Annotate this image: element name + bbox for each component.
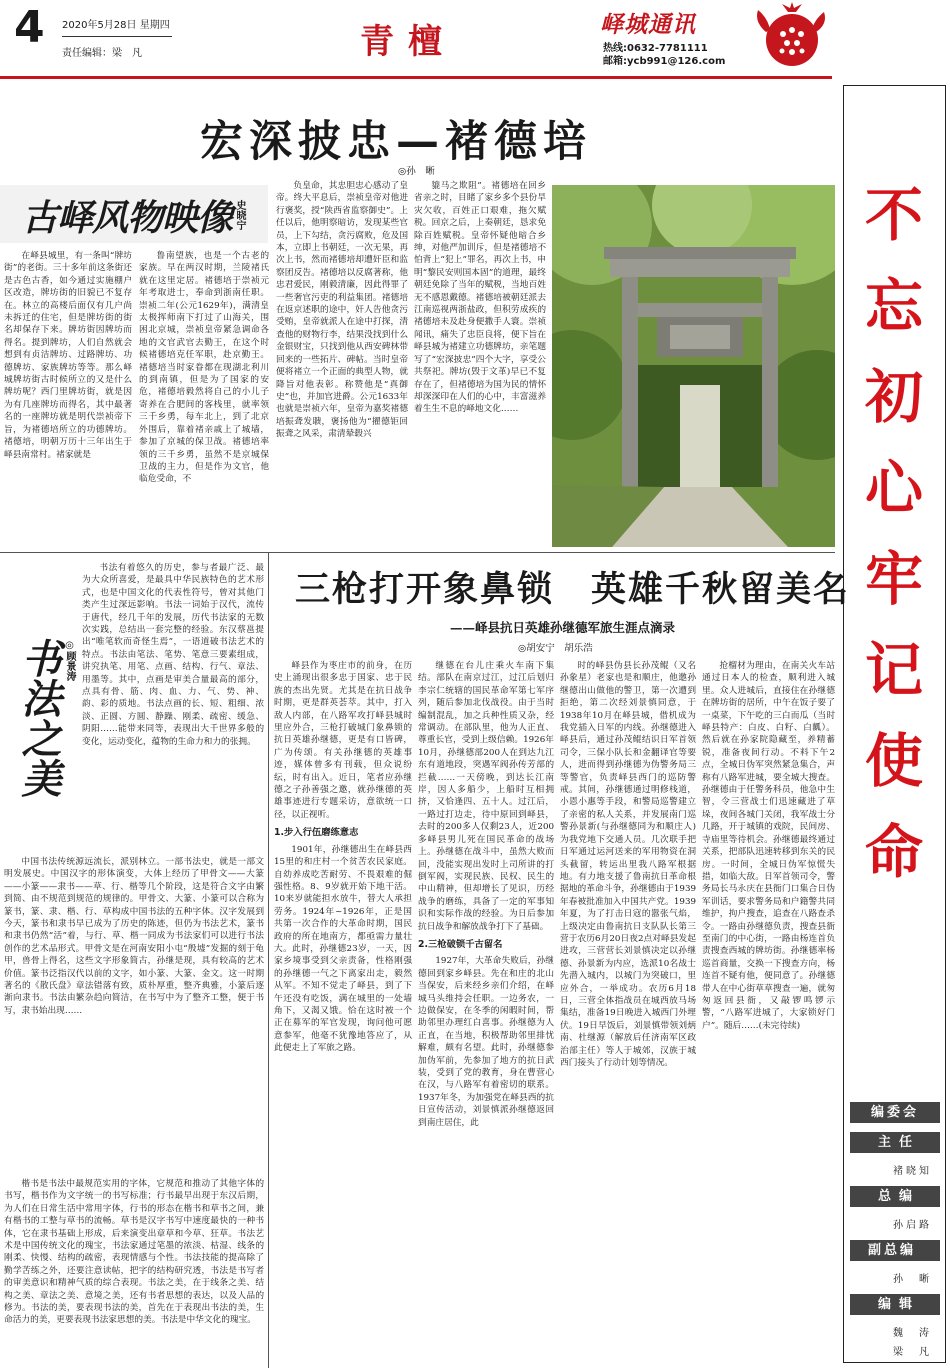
slogan <box>848 170 940 898</box>
board-member: 褚晓知 <box>893 1166 932 1177</box>
paper-name: 峄城通讯 <box>600 11 696 38</box>
board-member: 梁 凡 <box>893 1347 932 1358</box>
slogan-char: 心 <box>864 454 923 522</box>
board-role: 总编 <box>850 1186 940 1207</box>
article2-col2: 继德在台儿庄乘火车南下集结。部队在南京过江，过江后划归李宗仁统辖的国民革命军第七军序列，随后参加北伐战役。由于当时编制混乱，加之兵种性质又杂，经常调动。在部队里，他为人正直、尊重长官，受到上级信赖。1926年10月，孙继德部200人在到达九江东有道地段，突遇军阀孙传芳部的拦截……一天傍晚，到达长江南岸，因人多船少，上船时互相拥挤，又恰逢四、五十人。过江后，一路过打边走，待中原回到峄县，去时的200多人仅剩23人，近200多峄县男儿死在国民革命的战场上。孙继德在战斗中，虽然大败而回，没能实现出发时上司所讲的打倒军阀，实现民族、民权、民生的中山精神，但却增长了见识，历经战争的磨练，具备了一定的军事知识和实际作战的经验。为日后参加抗日战争和解放战争打下了基础。 2.三枪破锁千古留名 1927年，大革命失败后，孙继德回到家乡峄县。先在和庄的北山当保安，后来经乡亲们介绍，在峄城马头维持会任职。一边务农，一边做保安，在冬季的闲暇时间，帮助邻里办理红白喜事。孙继德为人正直，在当地，积极帮助邻里排忧解难，颇有名望。此时，孙继德参加伪军前，先参加了地方的抗日武装，受到了党的教育，身在曹营心在汉，与八路军有着密切的联系。1937年冬，为加强党在峄县西的抗日宣传活动，刘景慎派孙继德返回到南庄居住，此 <box>418 661 554 1128</box>
slogan-char: 记 <box>864 636 923 704</box>
board-member: 魏 涛 <box>893 1328 932 1339</box>
article1-col1: 在峄县城里，有一条叫“牌坊街”的老街。三十多年前这条街还是古色古香，如今通过实施棚户区改造，牌坊街的旧貌已不复存在。林立的高楼后面仅有几户尚未拆迁的住宅，但是牌坊街的街名却保存下来。牌坊街因牌坊而得名。提到牌坊，人们自然就会想到有贞洁牌坊、过路牌坊、功德牌坊、家族牌坊等等。那么峄城牌坊街古时候所立的又是什么牌坊呢？西门里牌坊街，就是因为有几座牌坊而得名，其中最著名的一座牌坊就是明代崇祯帝下旨，为褚德培所立的功德牌坊。褚德培，明朝万历十三年出生于峄县南常村。褚家就是 <box>4 251 132 460</box>
header-rule <box>0 76 832 79</box>
board-role: 副总编 <box>850 1240 940 1261</box>
slogan-char: 初 <box>864 363 923 431</box>
board-role: 主任 <box>850 1132 940 1153</box>
article2-col4: 抢榴材为理由，在南关火车站通过日本人的检查，顺利进入城里。众人进城后，直接住在孙继德在牌坊街的居所，中午在饭子要了一桌菜，下午吃的三白而瓜（当时峄县特产：白皮、白籽、白瓤）。然后就在孙家院隐藏至，养精蓄锐，准备夜间行动。不料下午2点，全城日伪军突然紧急集合，声称有八路军进城，要全城大搜查。孙继德由于任警务科员，他急中生智，令三营战士们迅速藏进了草垛，夜间各城门关闭，我军战士分几路，开于城镇的戏院，民间房、寺庙里等待机会。孙继德最终通过关系，把部队迅速转移到东关的民房。一时间，全城日伪军惊慌失措，如临大敌。日军首领司令，警务局长马永庆在县衙门口集合日伪军训话，要求警务局和户籍警共同维护，拘户搜查，追查在八路查杀令。一路由孙继德负责，搜查县衙至南门的中心街，一路由杨连首负责搜查西城的牌坊街。孙继德率杨巡首商量，交换一下搜查方向，杨连首不疑有他，便同意了。孙继德带人在中心街草草搜查一遍，就匆匆返回县衙，又敲锣鸣锣示警，“八路军进城了，大家锁好门户”。随后……(未完待续) <box>702 661 835 1031</box>
article2-section-heading: 2.三枪破锁千古留名 <box>418 938 503 950</box>
article1-col2: 鲁南望族，也是一个古老的家族。早在两汉时期，兰陵褚氏就在这里定居。褚德培于崇祯元年考取进士，奉命到浙南任职。崇祯二年(公元1629年)，满清皇太极挥师南下打过了山海关，围困北京城，崇祯皇帝紧急调命各地的文官武官去勤王，在这个时候褚德培克任军职，赴京勤王。褚德培当时家眷都在现湖北利川的到南镇，但是为了国家的安危，褚德培毅然将自己的小儿子寄养在合肥间的客栈里，就率领三千乡勇，每车北上，到了北京外围后，靠着褚亲戚上了城墙，参加了京城的保卫战。褚德培率领的三千乡勇，虽然不是京城保卫战的主力，但是作为文官，他临危受命，不 <box>139 251 269 485</box>
divider <box>268 552 269 1368</box>
header-divider <box>62 36 172 37</box>
section-name: 青檀 <box>360 22 456 62</box>
editorial-board <box>850 1102 940 1358</box>
slogan-char: 命 <box>864 818 923 886</box>
article3-col3: 楷书是书法中最规范实用的字体，它规范和推动了其他字体的书写，楷书作为文字统一的书写标准；行书最早出现于东汉后期，为人们在日常生活中常用字体，行书的形态在楷书和草书之间，兼有楷书的工整与草书的流畅。草书是汉字书写中速度最快的一种书体，它在隶书基础上形成，后来演变出章草和今草、狂草。书法艺术是中国传统文化的瑰宝，书法家通过笔墨的浓淡、枯湿、线条的刚柔、快慢、结构的疏密，表现情感与个性。书法技能的提高除了勤学苦练之外，还要注意读帖，把字的结构研究透，书法是书写者的审美意识和精神气质的综合表现。书法之美，在于线条之美、结构之美、章法之美、意境之美，还有书者思想的表达，以及人品的修为。书法的美，要表现书法的美，首先在于表现出书法的美，生命活力的美，更要表现书法家思想的美。书法是中华文化的瑰宝。 <box>4 1179 264 1326</box>
article3-col1: 书法有着悠久的历史，参与者最广泛、最为大众所喜爱，是最具中华民族特色的艺术形式，也是中国文化的代表性符号，曾对其他门类产生过深远影响。书法一词始于汉代，流传于唐代，经几千年的发展，历代书法家的无数次实践，总结出一套完整的经验。东汉蔡邕提出“唯笔软而奇怪生焉”，一语道破书法艺术的特点。书法由笔法、笔势、笔意三要素组成，讲究执笔、用笔、点画、结构、行气、章法、用墨等。其中，点画是审美合量最高的部分，点具有骨、筋、肉、血、力、气、势、神、韵、彩的质地。书法点画的长、短、粗细、浓淡、正圆、方圆、静躁、刚柔、疏密、缓急、阴阳……能带来同等，表现出大千世界多般的变化，运动变化，蕴物的生命力和力的张拥。 <box>82 563 264 747</box>
memorial-archway-photo <box>552 185 835 547</box>
article1-col3: 负皇命，其忠胆忠心感动了皇帝。终大平息后，崇祯皇帝对他进行褒奖，授“陕西省监察御史”。上任以后，他明察暗访，发现某些官员，上下勾结，贪污腐败，危及国本，立即上书朝廷，一次无果，再次上书，然而褚德培却遭奸臣和监察团反告。褚德培以反腐著称，他忠君爱民，刚毅清廉，因此得罪了一些奢官污吏的利益集团。褚德培在返京述职的途中，奸人告他贪污受贿，皇帝就派人在途中打探，清查他的财物行李，结果没找到什么金银财宝，只找到他从西安碑林带回来的一些拓片、碑帖。当时皇帝便将褚立一个正面的典型人物，就降旨对他表彰。称赞他是“真御史”也，并加官进爵。公元1633年也就是崇祯六年，皇帝为嘉奖褚德培振聋发聩，褒扬他为“擢德钜回振聋之风采，肃清辇毂兴 <box>276 181 408 440</box>
email: 邮箱:ycb991@126.com <box>603 56 726 67</box>
column-title: 古峄风物映像 <box>22 197 233 239</box>
responsible-editor: 责任编辑：梁 凡 <box>62 48 142 59</box>
slogan-char: 使 <box>864 727 923 795</box>
pomegranate-logo-icon <box>752 2 830 72</box>
article3-author: ◎顾景涛 <box>64 640 75 681</box>
article1-byline: ◎孙 晰 <box>398 166 435 177</box>
page-number: 4 <box>14 2 45 53</box>
divider <box>0 552 835 553</box>
article1-col4: 貔马之欺阻”。褚德培在回乡省亲之时，目睹了家乡多个县份旱灾欠收，百姓正口艰难，拖欠赋税。回京之后，上奏朝廷，恳求免除百姓赋税。皇帝怀疑他暗合乡绅，对他严加训斥，但是褚德培不怕背上“犯上”罪名，再次上书，申明“黎民安则国本固”的道理，最终朝廷免除了当年的赋税，当地百姓无不感恩戴德。褚德培被朝廷派去江南巡视两浙盐政，但积劳成疾的褚德培未及赴身便撒手人寰。崇祯闻讯，痛失了忠臣良将，便下旨在峄县城为褚建立功德牌坊，亲笔题写了“宏深披忠”四个大字，享受公共祭祀。牌坊(毁于文革)早已不复存在了，但褚德培为国为民的情怀却深深印在人们的心中，丰富滋养着生生不息的峄地文化…… <box>414 181 546 415</box>
issue-date: 2020年5月28日 星期四 <box>62 20 170 31</box>
contact-info <box>603 42 725 68</box>
article2-headline: 三枪打开象鼻锁 英雄千秋留美名 <box>295 570 851 610</box>
column-author: 史晓宁 <box>234 200 245 230</box>
board-title: 编委会 <box>850 1102 940 1123</box>
article3-title: 书法之美 <box>15 638 62 798</box>
article2-byline: ◎胡安宁 胡乐浩 <box>518 643 593 654</box>
article2-subtitle: ——峄县抗日英雄孙继德军旅生涯点滴录 <box>450 620 676 635</box>
article3-col2: 中国书法传统源远流长，派别林立。一部书法史，就是一部文明发展史。中国汉字的形体演变，大体上经历了甲骨文——大篆——小篆——隶书——草、行、楷等几个阶段，这是符合文字由繁到简、由不规范到规范的规律的。甲骨文、大篆、小篆可以合称为篆书，篆、隶、楷、行、草构成中国书法的五种字体。汉字发展到今天，篆书和隶书早已成为了历史的陈迹，但仍为书法艺术，篆书和隶书仍然“活”着，与行、草、楷一同成为书法家们可以进行书法创作的艺术品形式。甲骨文是在河南安阳小屯“殷墟”发掘的刻于龟甲，兽骨上得名，这些文字形象简古，孙继是现，具有较高的艺术价值。篆书泛指汉代以前的文字，如小篆、大篆、金文。这一时期著名的《散氏盘》章法错落有致，质朴厚重，整齐典雅，小篆后逐渐向隶书。书法由繁杂趋向简洁，在书写中为了整齐工整，便于书写，隶书始出现…… <box>4 857 264 1016</box>
slogan-char: 忘 <box>864 272 923 340</box>
board-member: 孙 晰 <box>893 1274 932 1285</box>
slogan-char: 不 <box>864 181 923 249</box>
article2-col3: 时的峄县伪县长孙茂鲲（又名孙象星）老家也是和顺庄，他邀孙继德出山做他的警卫，第一次遭到拒绝，第二次经刘景慎同意，于1938年10月在峄县城，借机成为我党插入日军的内线。孙继德进入峄县后，通过孙茂鲲结识日军首领司令，三保小队长和金翻译官等要人，进而得到孙继德为伪警务局三等警官，负责峄县西门的巡防警戒。其间，孙继德通过明修栈道，小恩小惠等手段，和警局巡警建立了亲密的私人关系，并发展南门巡警孙景新(与孙继德同为和顺庄人)为我党地下交通人员。几次联手把日军通过运河送来的军用物资在洞头截留，转运出里我八路军根据地。有力地支援了鲁南抗日革命根据地的革命斗争，孙继德由于1939年春被批准加入中国共产党。1939年夏，为了打击日寇的嚣张气焰，上级决定由鲁南抗日支队队长第三营于农历6月20日夜2点对峄县发起进攻，三营营长刘景慎决定以孙继德、孙景新为内应，选派10名战士先潜入城内，以城门为突破口，里应外合，一举成功。农历6月18日，三营全体指战员在城西放马场集结，准备19日晚进入城西门外埋伏。19日早饭后，刘景慎带领刘炳南、杜继源（解放后任济南军区政治部主任）等人于城郊，汉族于城西门接头了行动计划等情况。 <box>560 661 696 1068</box>
board-role: 编辑 <box>850 1294 940 1315</box>
article1-headline: 宏深披忠—褚德培 <box>200 117 592 167</box>
board-member: 孙启路 <box>893 1220 932 1231</box>
slogan-char: 牢 <box>864 545 923 613</box>
article2-col1: 峄县作为枣庄市的前身，在历史上涌现出很多忠于国家、忠于民族的杰出先贤。尤其是在抗日战争时期，更是群英荟萃。其中，打入敌人内部，在八路军攻打峄县城时里应外合，三枪打破城门象鼻锁的抗日英雄孙继德，更是有口皆碑，广为传颂。有关孙继德的英雄事迹，媒体曾多有刊载，但众说纷纭，时有出入。近日，笔者应孙继德之子孙善强之邀，就孙继德的英雄事迹进行专题采访，意欲统一口径，以正视听。 1.步入行伍磨练意志 1901年，孙继德出生在峄县西15里的和庄村一个贫苦农民家庭。自幼养成吃苦耐劳、不畏艰难的倔强性格。8、9岁就开始下地干活。10来岁就能担水放牛，替大人承担劳务。1924年~1926年，正是国共第一次合作的大革命时期，国民政府的所在地南方，都亟需力量壮大。此时，孙继德23岁，一天，因家乡境事受到父亲责备，性格刚强的孙继德一气之下离家出走，毅然从军。不知不觉走了峄县，到了下午还没有吃饭，满在城里的一处墙角下，又渴又饿。恰在这时被一个正在募军的军官发现，询问他可愿意参军，他毫不犹豫地答应了，从此便走上了军旅之路。 <box>274 661 412 1054</box>
article2-section-heading: 1.步入行伍磨练意志 <box>274 827 359 839</box>
hotline: 热线:0632-7781111 <box>603 43 708 54</box>
